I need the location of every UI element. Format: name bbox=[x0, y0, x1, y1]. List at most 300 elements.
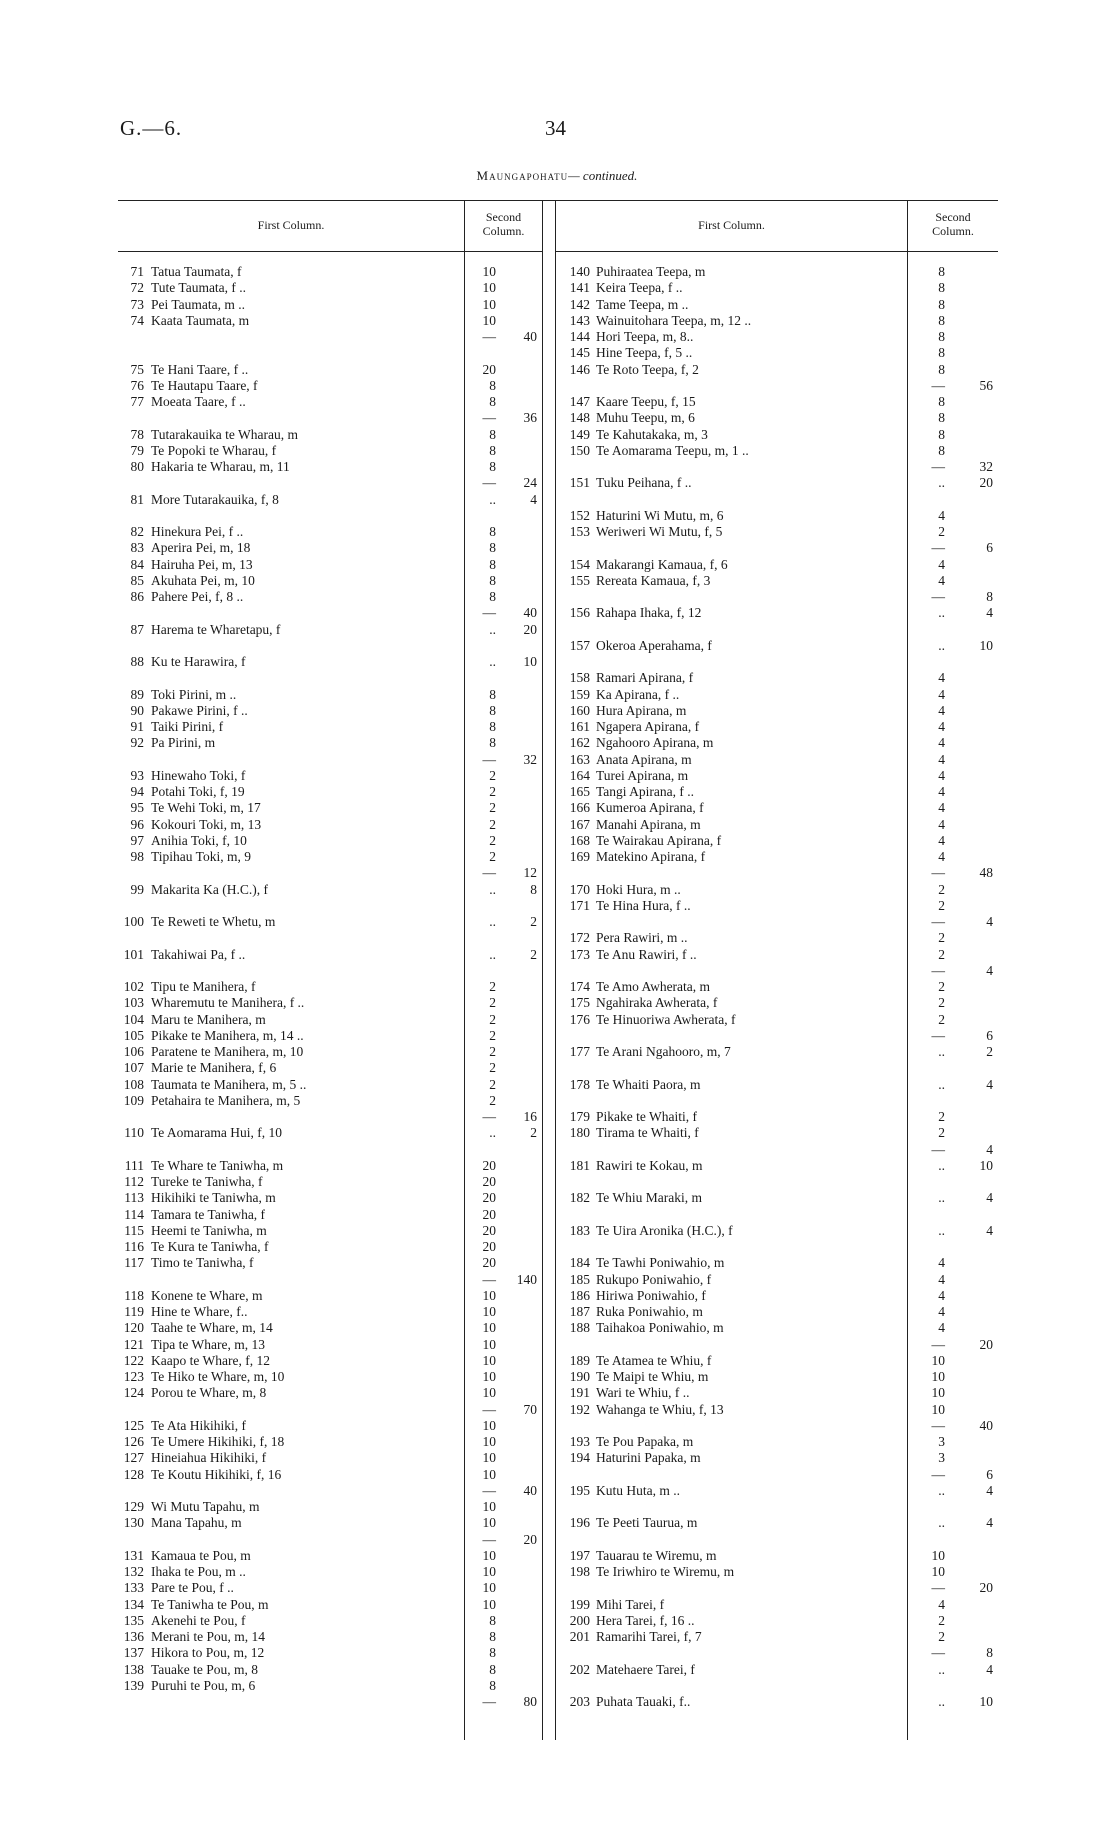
entry-sub-value: .. bbox=[938, 1044, 945, 1059]
entry-number: 125 bbox=[123, 1417, 144, 1433]
entry-number bbox=[560, 492, 590, 508]
entry-sub-value: 4 bbox=[938, 1304, 945, 1319]
entry-total bbox=[503, 1320, 537, 1336]
entry-name: Te Umere Hikihiki, f, 18 bbox=[151, 1434, 285, 1449]
entry-total bbox=[955, 1174, 993, 1190]
entry-sub-value: — bbox=[931, 377, 945, 393]
entry-total bbox=[955, 654, 993, 670]
entry-number: 155 bbox=[569, 572, 590, 588]
entry-number: 118 bbox=[124, 1287, 144, 1303]
entry-name bbox=[151, 638, 456, 654]
entry-name: Te Whiu Maraki, m bbox=[596, 1190, 703, 1206]
entry-total: 2 bbox=[530, 1125, 537, 1141]
entry-sub-value: 10 bbox=[482, 1369, 496, 1384]
entry-total: 4 bbox=[986, 1515, 993, 1531]
entry-name bbox=[596, 1028, 901, 1044]
entry-sub-value bbox=[470, 930, 496, 946]
entry-total bbox=[955, 313, 993, 329]
entry-total: 8 bbox=[530, 881, 537, 897]
entry-total bbox=[503, 735, 537, 751]
entry-total bbox=[955, 670, 993, 686]
entry-total bbox=[955, 1613, 993, 1629]
entry-number bbox=[560, 1060, 590, 1076]
entry-number: 166 bbox=[569, 800, 590, 816]
entry-total bbox=[503, 1028, 537, 1044]
entry-sub-value bbox=[915, 1239, 945, 1255]
entry-name: Te Wairakau Apirana, f bbox=[596, 832, 722, 848]
entry-name: Hera Tarei, f, 16 .. bbox=[596, 1612, 695, 1628]
entry-number: 176 bbox=[569, 1011, 590, 1027]
entry-total bbox=[503, 524, 537, 540]
entry-sub-value: 4 bbox=[938, 1287, 945, 1303]
entry-sub-value: 10 bbox=[482, 1287, 496, 1303]
entry-number: 130 bbox=[123, 1515, 144, 1531]
entry-total: 20 bbox=[979, 1580, 993, 1596]
entry-sub-value: .. bbox=[489, 914, 496, 929]
entry-total bbox=[503, 1142, 537, 1158]
entry-number: 117 bbox=[124, 1255, 144, 1271]
entry-name: Hura Apirana, m bbox=[596, 702, 687, 718]
entry-name: Kokouri Toki, m, 13 bbox=[151, 816, 262, 832]
left-total-column bbox=[503, 264, 537, 1710]
entry-sub-value: 2 bbox=[938, 946, 945, 962]
entry-total bbox=[503, 930, 537, 946]
entry-number: 180 bbox=[569, 1125, 590, 1141]
entry-number: 114 bbox=[124, 1206, 144, 1222]
entry-name: Keira Teepa, f .. bbox=[596, 280, 683, 296]
entry-number: 196 bbox=[569, 1515, 590, 1531]
entry-number: 122 bbox=[123, 1352, 144, 1368]
entry-number: 115 bbox=[124, 1222, 144, 1238]
entry-total bbox=[955, 622, 993, 638]
entry-total: 10 bbox=[979, 1694, 993, 1709]
entry-number bbox=[110, 410, 144, 426]
entry-name: Wari te Whiu, f .. bbox=[596, 1385, 690, 1401]
entry-name: Manahi Apirana, m bbox=[596, 816, 701, 832]
entry-name: Te Popoki te Wharau, f bbox=[151, 442, 277, 458]
entry-name: Rahapa Ihaka, f, 12 bbox=[596, 605, 702, 621]
entry-number: 134 bbox=[123, 1596, 144, 1612]
entry-name: Taahe te Whare, m, 14 bbox=[151, 1320, 273, 1336]
entry-total: 6 bbox=[986, 540, 993, 556]
entry-sub-value: .. bbox=[489, 946, 496, 962]
entry-name bbox=[596, 1174, 901, 1190]
entry-number: 199 bbox=[569, 1596, 590, 1612]
entry-total bbox=[955, 1369, 993, 1385]
entry-total bbox=[955, 833, 993, 849]
entry-number: 127 bbox=[123, 1450, 144, 1466]
entry-sub-value: — bbox=[482, 475, 496, 491]
entry-sub-value: 8 bbox=[938, 410, 945, 426]
entry-number: 139 bbox=[123, 1677, 144, 1693]
entry-sub-value: — bbox=[931, 1417, 945, 1433]
entry-sub-value: 4 bbox=[938, 556, 945, 572]
entry-sub-value: 2 bbox=[489, 1027, 496, 1043]
entry-name: Takahiwai Pa, f .. bbox=[151, 946, 246, 962]
entry-name bbox=[151, 752, 456, 768]
entry-number: 109 bbox=[123, 1092, 144, 1108]
entry-total bbox=[503, 1467, 537, 1483]
entry-total: 40 bbox=[523, 605, 537, 621]
right-first-column-head: First Column. bbox=[698, 218, 765, 232]
entry-total bbox=[955, 524, 993, 540]
entry-sub-value: — bbox=[482, 865, 496, 881]
entry-number: 182 bbox=[569, 1190, 590, 1206]
entry-name: Kaata Taumata, m bbox=[151, 312, 250, 328]
entry-total bbox=[955, 882, 993, 898]
entry-sub-value: 2 bbox=[489, 832, 496, 848]
entry-sub-value: 2 bbox=[938, 930, 945, 946]
entry-total: 32 bbox=[979, 459, 993, 474]
entry-name: Te Aomarama Hui, f, 10 bbox=[151, 1125, 283, 1141]
entry-name: Te Roto Teepa, f, 2 bbox=[596, 361, 699, 377]
entry-sub-value: 2 bbox=[489, 800, 496, 816]
entry-number: 94 bbox=[130, 784, 144, 799]
entry-number: 89 bbox=[130, 686, 144, 702]
entry-name bbox=[596, 1239, 901, 1255]
entry-sub-value: 20 bbox=[482, 1157, 496, 1173]
entry-total bbox=[503, 784, 537, 800]
entry-name: Hineiahua Hikihiki, f bbox=[151, 1450, 267, 1466]
entry-sub-value bbox=[470, 638, 496, 654]
entry-total bbox=[955, 1272, 993, 1288]
entry-number: 145 bbox=[569, 345, 590, 361]
entry-number bbox=[560, 1418, 590, 1434]
entry-total bbox=[503, 1385, 537, 1401]
entry-total bbox=[955, 280, 993, 296]
entry-sub-value: 8 bbox=[489, 540, 496, 556]
entry-total bbox=[955, 1499, 993, 1515]
entry-sub-value: 2 bbox=[489, 979, 496, 994]
entry-number bbox=[110, 898, 144, 914]
entry-name: Puhiraatea Teepa, m bbox=[596, 264, 706, 279]
entry-total bbox=[955, 768, 993, 784]
right-second-column-head bbox=[908, 210, 998, 238]
entry-sub-value: — bbox=[482, 1109, 496, 1124]
entry-name: Mana Tapahu, m bbox=[151, 1515, 242, 1531]
entry-sub-value: 20 bbox=[482, 1190, 496, 1206]
entry-total bbox=[503, 1158, 537, 1174]
entry-sub-value: .. bbox=[938, 1076, 945, 1092]
entry-number bbox=[560, 1532, 590, 1548]
entry-name: Te Peeti Taurua, m bbox=[596, 1515, 698, 1531]
entry-total: 4 bbox=[986, 914, 993, 929]
entry-number: 121 bbox=[123, 1336, 144, 1352]
entry-sub-value bbox=[915, 1207, 945, 1223]
entry-name: Pahere Pei, f, 8 .. bbox=[151, 589, 244, 604]
entry-name: Tureke te Taniwha, f bbox=[151, 1174, 263, 1189]
entry-sub-value: 8 bbox=[938, 442, 945, 458]
entry-number: 140 bbox=[569, 264, 590, 279]
entry-total bbox=[503, 297, 537, 313]
entry-number: 96 bbox=[130, 816, 144, 832]
entry-total bbox=[955, 1450, 993, 1466]
entry-number: 128 bbox=[123, 1466, 144, 1482]
page-header-code: G.—6. bbox=[120, 116, 183, 140]
entry-total bbox=[503, 1369, 537, 1385]
entry-name: Ngahiraka Awherata, f bbox=[596, 995, 718, 1011]
entry-number bbox=[560, 1142, 590, 1158]
entry-name: Te Arani Ngahooro, m, 7 bbox=[596, 1044, 731, 1059]
entry-total bbox=[955, 1532, 993, 1548]
entry-number bbox=[110, 345, 144, 361]
entry-name: Ngahooro Apirana, m bbox=[596, 735, 714, 751]
entry-sub-value bbox=[915, 1093, 945, 1109]
entry-total bbox=[503, 540, 537, 556]
entry-sub-value: 10 bbox=[482, 1450, 496, 1466]
entry-number bbox=[110, 605, 144, 621]
entry-name: Wi Mutu Tapahu, m bbox=[151, 1499, 260, 1514]
entry-name: Kamaua te Pou, m bbox=[151, 1547, 251, 1563]
entry-total bbox=[503, 1629, 537, 1645]
entry-name bbox=[596, 1207, 901, 1223]
entry-sub-value: 8 bbox=[938, 312, 945, 328]
entry-sub-value: 8 bbox=[489, 719, 496, 734]
entry-total: 32 bbox=[523, 751, 537, 767]
entry-sub-value: — bbox=[482, 329, 496, 344]
entry-number bbox=[110, 1402, 144, 1418]
entry-sub-value: 8 bbox=[489, 524, 496, 539]
entry-sub-value: 8 bbox=[489, 1645, 496, 1661]
entry-number: 133 bbox=[123, 1580, 144, 1596]
entry-name: Puruhi te Pou, m, 6 bbox=[151, 1677, 256, 1693]
entry-total bbox=[955, 1320, 993, 1336]
entry-total bbox=[503, 963, 537, 979]
entry-total bbox=[503, 1353, 537, 1369]
entry-sub-value: 8 bbox=[938, 264, 945, 279]
entry-sub-value: 4 bbox=[938, 751, 945, 767]
entry-total: 2 bbox=[530, 914, 537, 929]
entry-number: 85 bbox=[130, 572, 144, 588]
entry-name bbox=[596, 1142, 901, 1158]
entry-number: 157 bbox=[569, 637, 590, 653]
entry-name: Te Aomarama Teepu, m, 1 .. bbox=[596, 442, 749, 458]
entry-total: 4 bbox=[986, 1482, 993, 1498]
entry-total: 20 bbox=[523, 1531, 537, 1547]
entry-name: Anata Apirana, m bbox=[596, 751, 692, 767]
entry-sub-value: 8 bbox=[938, 345, 945, 361]
entry-name: Konene te Whare, m bbox=[151, 1287, 263, 1303]
entry-sub-value: 8 bbox=[489, 377, 496, 393]
entry-total bbox=[503, 557, 537, 573]
entry-name: Makarangi Kamaua, f, 6 bbox=[596, 556, 728, 572]
entry-sub-value: 8 bbox=[938, 280, 945, 296]
entry-number: 175 bbox=[569, 995, 590, 1011]
entry-sub-value: .. bbox=[938, 1694, 945, 1709]
entry-name: Merani te Pou, m, 14 bbox=[151, 1629, 265, 1644]
entry-total bbox=[955, 995, 993, 1011]
entry-name: Rereata Kamaua, f, 3 bbox=[596, 572, 711, 588]
entry-name: Ngapera Apirana, f bbox=[596, 719, 700, 734]
entry-total: 10 bbox=[979, 637, 993, 653]
entry-total: 4 bbox=[530, 491, 537, 507]
entry-total bbox=[503, 1044, 537, 1060]
entry-name bbox=[151, 1694, 456, 1710]
entry-total bbox=[955, 427, 993, 443]
entry-number bbox=[560, 1207, 590, 1223]
entry-name: Ruka Poniwahio, m bbox=[596, 1304, 703, 1319]
entry-number: 105 bbox=[123, 1027, 144, 1043]
entry-total bbox=[955, 784, 993, 800]
entry-name bbox=[596, 589, 901, 605]
entry-name bbox=[151, 865, 456, 881]
entry-number: 194 bbox=[569, 1450, 590, 1466]
entry-sub-value: 8 bbox=[489, 1629, 496, 1644]
entry-number: 81 bbox=[130, 491, 144, 507]
entry-total: 4 bbox=[986, 1141, 993, 1157]
entry-sub-value bbox=[470, 670, 496, 686]
entry-name: Te Uira Aronika (H.C.), f bbox=[596, 1222, 733, 1238]
entry-total: 56 bbox=[979, 377, 993, 393]
entry-number bbox=[110, 963, 144, 979]
entry-name bbox=[596, 1678, 901, 1694]
entry-sub-value: — bbox=[482, 1401, 496, 1417]
entry-total bbox=[955, 1093, 993, 1109]
entry-number: 160 bbox=[569, 702, 590, 718]
entry-sub-value: 2 bbox=[489, 816, 496, 832]
entry-total bbox=[503, 459, 537, 475]
entry-sub-value: 10 bbox=[482, 296, 496, 312]
entry-sub-value: .. bbox=[938, 1222, 945, 1238]
entry-name: Maru te Manihera, m bbox=[151, 1011, 266, 1027]
entry-total bbox=[503, 719, 537, 735]
entry-name: Hoki Hura, m .. bbox=[596, 881, 681, 897]
entry-total: 6 bbox=[986, 1466, 993, 1482]
entry-total bbox=[955, 1385, 993, 1401]
entry-number: 162 bbox=[569, 735, 590, 751]
entry-total: 20 bbox=[979, 475, 993, 491]
entry-number: 146 bbox=[569, 361, 590, 377]
entry-number: 188 bbox=[569, 1320, 590, 1336]
entry-number: 82 bbox=[130, 524, 144, 539]
entry-name: Te Atamea te Whiu, f bbox=[596, 1352, 712, 1368]
entry-sub-value: 2 bbox=[938, 897, 945, 913]
entry-total bbox=[955, 345, 993, 361]
entry-number bbox=[560, 1239, 590, 1255]
entry-name: Te Pou Papaka, m bbox=[596, 1434, 694, 1449]
entry-number: 92 bbox=[130, 735, 144, 751]
entry-sub-value: — bbox=[931, 459, 945, 474]
entry-number bbox=[560, 1678, 590, 1694]
entry-name: Heemi te Taniwha, m bbox=[151, 1222, 267, 1238]
entry-name: Hine Teepa, f, 5 .. bbox=[596, 345, 693, 361]
entry-name: Tipihau Toki, m, 9 bbox=[151, 849, 251, 864]
entry-total bbox=[503, 1077, 537, 1093]
entry-name: Tipu te Manihera, f bbox=[151, 979, 256, 994]
entry-name: Petahaira te Manihera, m, 5 bbox=[151, 1092, 301, 1108]
left-second-head-line1: Second bbox=[485, 210, 522, 224]
entry-name: Pikake te Manihera, m, 14 .. bbox=[151, 1027, 304, 1043]
entry-total bbox=[955, 1288, 993, 1304]
entry-name bbox=[151, 1483, 456, 1499]
entry-number bbox=[110, 1694, 144, 1710]
entry-sub-value: 4 bbox=[938, 572, 945, 588]
entry-sub-value: 8 bbox=[489, 735, 496, 751]
entry-total bbox=[503, 1515, 537, 1531]
entry-number bbox=[560, 1174, 590, 1190]
entry-sub-value: 20 bbox=[482, 1255, 496, 1271]
entry-total bbox=[955, 947, 993, 963]
entry-name: Tangi Apirana, f .. bbox=[596, 784, 695, 799]
entry-name: Potahi Toki, f, 19 bbox=[151, 784, 245, 799]
entry-number: 119 bbox=[124, 1304, 144, 1319]
entry-number: 161 bbox=[569, 719, 590, 734]
entry-name: Hine te Whare, f.. bbox=[151, 1304, 248, 1319]
entry-total bbox=[955, 1109, 993, 1125]
entry-sub-value: 10 bbox=[482, 1515, 496, 1531]
entry-number: 168 bbox=[569, 832, 590, 848]
entry-sub-value bbox=[470, 508, 496, 524]
entry-sub-value: 8 bbox=[489, 442, 496, 458]
entry-number bbox=[110, 865, 144, 881]
entry-sub-value: 4 bbox=[938, 702, 945, 718]
entry-sub-value: 8 bbox=[489, 572, 496, 588]
entry-total bbox=[503, 1434, 537, 1450]
entry-total bbox=[955, 443, 993, 459]
entry-sub-value bbox=[915, 1532, 945, 1548]
entry-number bbox=[560, 1580, 590, 1596]
entry-name: Timo te Taniwha, f bbox=[151, 1255, 254, 1271]
entry-name: Te Hani Taare, f .. bbox=[151, 361, 249, 377]
entry-total bbox=[503, 1190, 537, 1206]
entry-sub-value: — bbox=[931, 1645, 945, 1661]
left-second-column-head bbox=[465, 210, 542, 238]
entry-name bbox=[151, 898, 456, 914]
entry-name: Tirama te Whaiti, f bbox=[596, 1125, 699, 1141]
entry-total bbox=[955, 1060, 993, 1076]
entry-number: 91 bbox=[130, 719, 144, 734]
entry-sub-value: — bbox=[931, 865, 945, 881]
entry-sub-value: 8 bbox=[489, 556, 496, 572]
entry-number bbox=[560, 378, 590, 394]
entry-total: 70 bbox=[523, 1401, 537, 1417]
entry-total bbox=[955, 735, 993, 751]
entry-total bbox=[503, 898, 537, 914]
entry-number bbox=[560, 622, 590, 638]
entry-name: Akuhata Pei, m, 10 bbox=[151, 572, 255, 588]
entry-name bbox=[151, 963, 456, 979]
left-head-rule bbox=[118, 251, 542, 252]
entry-sub-value bbox=[470, 1142, 496, 1158]
entry-name: Ihaka te Pou, m .. bbox=[151, 1564, 246, 1579]
entry-name: More Tutarakauika, f, 8 bbox=[151, 491, 279, 507]
entry-name: Ramari Apirana, f bbox=[596, 670, 694, 686]
entry-total: 80 bbox=[523, 1694, 537, 1709]
entry-sub-value bbox=[915, 1060, 945, 1076]
entry-name: Te Hina Hura, f .. bbox=[596, 897, 691, 913]
entry-total bbox=[955, 1125, 993, 1141]
entry-number: 158 bbox=[569, 670, 590, 686]
entry-number: 80 bbox=[130, 459, 144, 474]
entry-number: 141 bbox=[569, 280, 590, 296]
entry-sub-value: 4 bbox=[938, 719, 945, 734]
entry-number: 98 bbox=[130, 849, 144, 864]
entry-total bbox=[955, 930, 993, 946]
entry-total bbox=[503, 589, 537, 605]
entry-name: Hakaria te Wharau, m, 11 bbox=[151, 459, 290, 474]
entry-total: 8 bbox=[986, 589, 993, 604]
entry-total bbox=[955, 1564, 993, 1580]
entry-total bbox=[503, 1174, 537, 1190]
entry-number: 187 bbox=[569, 1304, 590, 1319]
entry-sub-value bbox=[915, 492, 945, 508]
entry-sub-value: — bbox=[482, 1482, 496, 1498]
entry-number: 148 bbox=[569, 410, 590, 426]
entry-name bbox=[596, 459, 901, 475]
entry-total bbox=[955, 1353, 993, 1369]
entry-total bbox=[503, 378, 537, 394]
section-title bbox=[0, 168, 1114, 184]
